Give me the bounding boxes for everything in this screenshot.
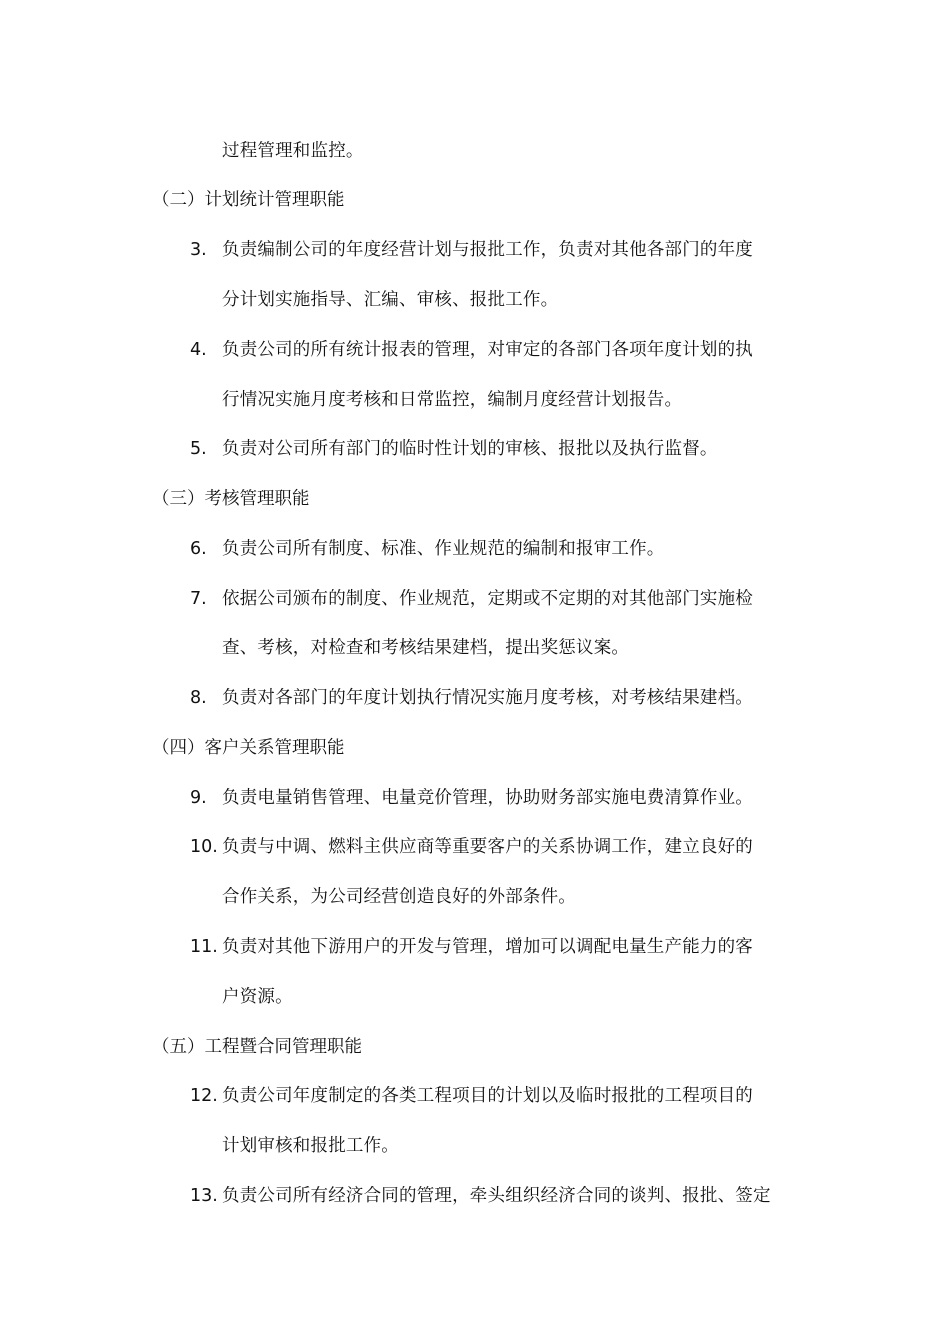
item-text-line: 依据公司颁布的制度、作业规范，定期或不定期的对其他部门实施检 xyxy=(222,589,753,609)
item-text-line: 负责公司年度制定的各类工程项目的计划以及临时报批的工程项目的 xyxy=(222,1086,753,1106)
item-text-line: 负责公司的所有统计报表的管理，对审定的各部门各项年度计划的执 xyxy=(222,340,753,360)
item-number: 4. xyxy=(190,340,207,360)
item-text-line: 合作关系，为公司经营创造良好的外部条件。 xyxy=(222,887,576,907)
item-number: 7. xyxy=(190,589,207,609)
section-heading-4: （四）客户关系管理职能 xyxy=(152,738,345,758)
section-heading-2: （二）计划统计管理职能 xyxy=(152,190,345,210)
item-number: 11. xyxy=(190,937,218,957)
item-text-line: 户资源。 xyxy=(222,987,293,1007)
item-text-line: 负责公司所有制度、标准、作业规范的编制和报审工作。 xyxy=(222,539,665,559)
item-text-line: 负责与中调、燃料主供应商等重要客户的关系协调工作，建立良好的 xyxy=(222,837,753,857)
item-text-line: 分计划实施指导、汇编、审核、报批工作。 xyxy=(222,290,559,310)
section-heading-5: （五）工程暨合同管理职能 xyxy=(152,1037,362,1057)
item-text-line: 负责对各部门的年度计划执行情况实施月度考核，对考核结果建档。 xyxy=(222,688,753,708)
item-number: 6. xyxy=(190,539,207,559)
item-number: 8. xyxy=(190,688,207,708)
item-text-line: 计划审核和报批工作。 xyxy=(222,1136,399,1156)
continuation-text: 过程管理和监控。 xyxy=(222,141,364,161)
item-number: 13. xyxy=(190,1186,218,1206)
item-number: 12. xyxy=(190,1086,218,1106)
item-text-line: 负责对其他下游用户的开发与管理，增加可以调配电量生产能力的客 xyxy=(222,937,753,957)
item-text-line: 负责公司所有经济合同的管理，牵头组织经济合同的谈判、报批、签定 xyxy=(222,1186,771,1206)
item-text-line: 查、考核，对检查和考核结果建档，提出奖惩议案。 xyxy=(222,638,630,658)
item-text-line: 行情况实施月度考核和日常监控，编制月度经营计划报告。 xyxy=(222,390,683,410)
item-number: 9. xyxy=(190,788,207,808)
item-text-line: 负责对公司所有部门的临时性计划的审核、报批以及执行监督。 xyxy=(222,439,718,459)
item-text-line: 负责编制公司的年度经营计划与报批工作，负责对其他各部门的年度 xyxy=(222,240,753,260)
item-number: 10. xyxy=(190,837,218,857)
item-number: 3. xyxy=(190,240,207,260)
section-heading-3: （三）考核管理职能 xyxy=(152,489,310,509)
item-number: 5. xyxy=(190,439,207,459)
item-text-line: 负责电量销售管理、电量竞价管理，协助财务部实施电费清算作业。 xyxy=(222,788,753,808)
